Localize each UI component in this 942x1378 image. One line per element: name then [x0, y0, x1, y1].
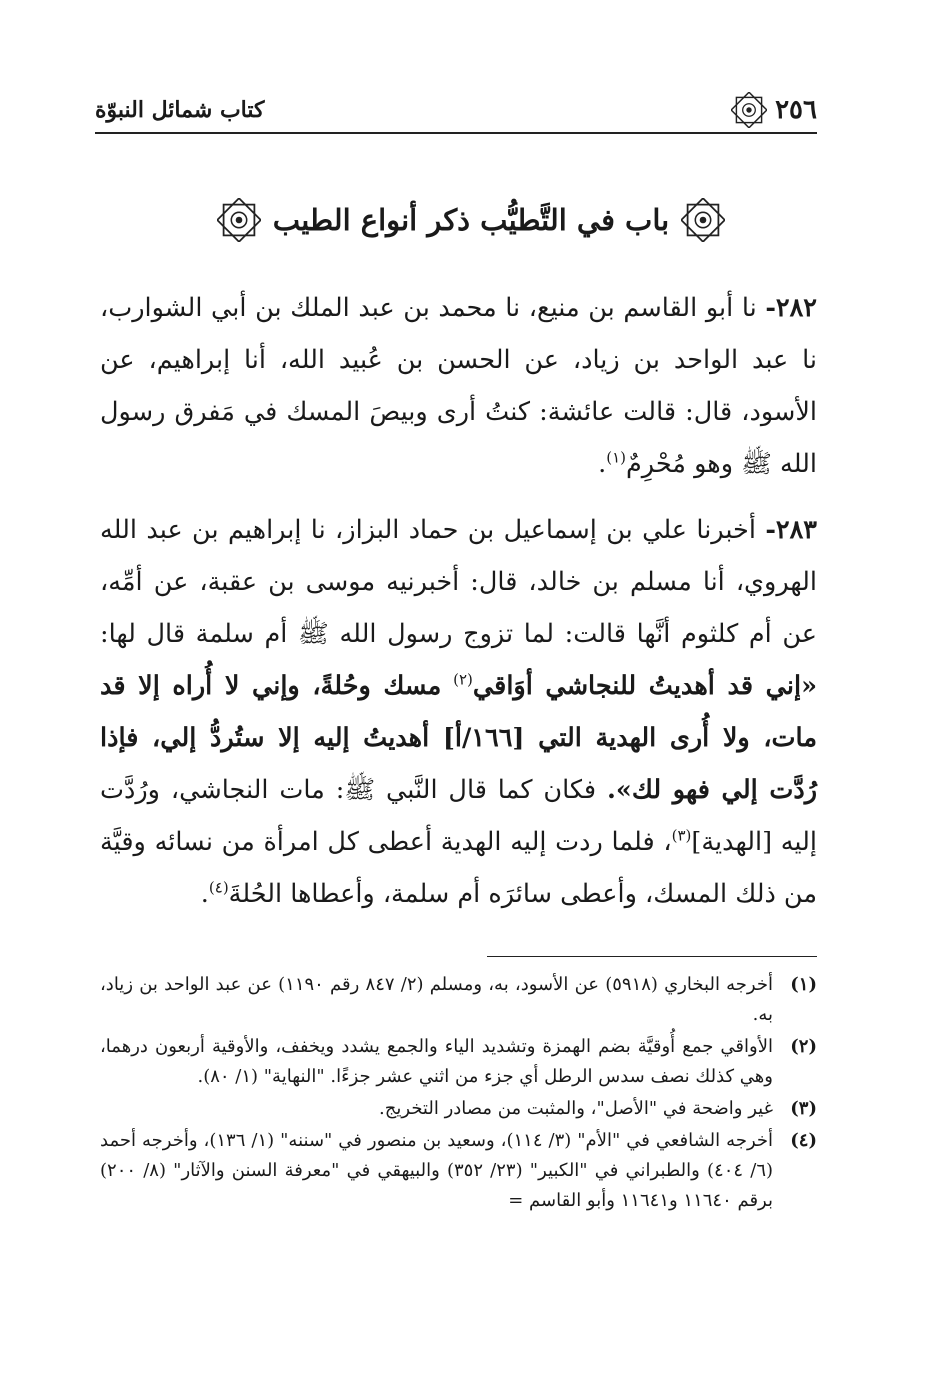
ornament-icon — [681, 198, 725, 242]
hadith-number: ٢٨٣- — [765, 515, 817, 545]
sentence-end: . — [200, 879, 209, 909]
footnote-separator — [487, 956, 817, 957]
hadith-paragraph — [100, 504, 817, 920]
hadith-number: ٢٨٢- — [765, 293, 817, 323]
footnote-text: أخرجه الشافعي في "الأم" (٣/ ١١٤)، وسعيد بن منصور في "سننه" (١/ ١٣٦)، وأخرجه أحمد (٦/ ٤٠٤) والطبراني في "الكبير" (٢٣/ ٣٥٢) والبيهقي في "معرفة السنن والآثار" (٨/ ٢٠٠) برقم ١١٦٤٠ و١١٦٤١ وأبو القاسم = — [100, 1130, 774, 1211]
ornament-icon — [731, 92, 767, 128]
footnote-ref: (٣) — [671, 826, 692, 845]
footnote — [100, 1032, 817, 1092]
hadith-paragraph — [100, 282, 817, 490]
footnote — [100, 970, 817, 1030]
chapter-heading — [95, 192, 847, 248]
footnote-number: (٤) — [790, 1130, 817, 1151]
ornament-icon — [217, 198, 261, 242]
prophetic-quote: مسك وحُلةً، وإني لا أُراه إلا قد مات، ولا أُرى الهدية التي [١٦٦/أ] أهديتُ إليه إلا ستُردُّ إلي، فإذا رُدَّت إلي فهو لك». — [100, 671, 818, 805]
footnote — [100, 1126, 817, 1216]
footnote-ref: (١) — [606, 448, 626, 467]
footnote-text: غير واضحة في "الأصل"، والمثبت من مصادر التخريج. — [379, 1098, 773, 1119]
hadith-text: نا أبو القاسم بن منيع، نا محمد بن عبد الملك بن أبي الشوارب، نا عبد الواحد بن زياد، عن الحسن بن عُبيد الله، أنا إبراهيم، عن الأسود، قال: قالت عائشة: كنتُ أرى وبيصَ المسك في مَفرق رسول الله ﷺ وهو مُحْرِمٌ — [100, 293, 817, 479]
footnote-ref: (٤) — [208, 878, 229, 897]
hadith-text: فكان كما قال النَّبي ﷺ: مات النجاشي، ورُدَّت إليه [الهدية] — [100, 775, 817, 857]
page-number: ٢٥٦ — [775, 95, 817, 125]
hadith-text: أخبرنا علي بن إسماعيل بن حماد البزاز، نا إبراهيم بن عبد الله الهروي، أنا مسلم بن خالد، قال: أخبرنيه موسى بن عقبة، عن أمِّه، عن أم كلثوم أنَّها قالت: لما تزوج رسول الله ﷺ أم سلمة قال لها: — [100, 515, 817, 649]
prophetic-quote: «إني قد أهديتُ للنجاشي أوَاقي — [472, 671, 818, 701]
footnote-text: أخرجه البخاري (٥٩١٨) عن الأسود، به، ومسلم (٢/ ٨٤٧ رقم ١١٩٠) عن عبد الواحد بن زياد، به. — [100, 974, 773, 1025]
footnote-number: (٣) — [790, 1098, 817, 1119]
chapter-title: باب في التَّطيُّب ذكر أنواع الطيب — [272, 203, 670, 237]
footnote-number: (١) — [790, 974, 817, 995]
footnote-ref: (٢) — [453, 670, 473, 689]
page-number-block — [731, 92, 817, 128]
running-header — [95, 88, 817, 134]
footnotes — [100, 970, 817, 1218]
sentence-end: . — [598, 449, 607, 479]
footnote — [100, 1094, 817, 1124]
main-text — [100, 282, 817, 934]
footnote-number: (٢) — [790, 1036, 817, 1057]
book-title: كتاب شمائل النبوّة — [95, 97, 265, 123]
footnote-text: الأواقي جمع أُوقيَّة بضم الهمزة وتشديد الياء والجمع يشدد ويخفف، والأوقية أربعون درهما، وهي كذلك نصف سدس الرطل أي جزء من اثني عشر جزءًا. "النهاية" (١/ ٨٠). — [100, 1036, 773, 1087]
hadith-text: ، فلما ردت إليه الهدية أعطى كل امرأة من نسائه وقيَّة من ذلك المسك، وأعطى سائرَه أم سلمة، وأعطاها الحُلةَ — [100, 827, 817, 909]
